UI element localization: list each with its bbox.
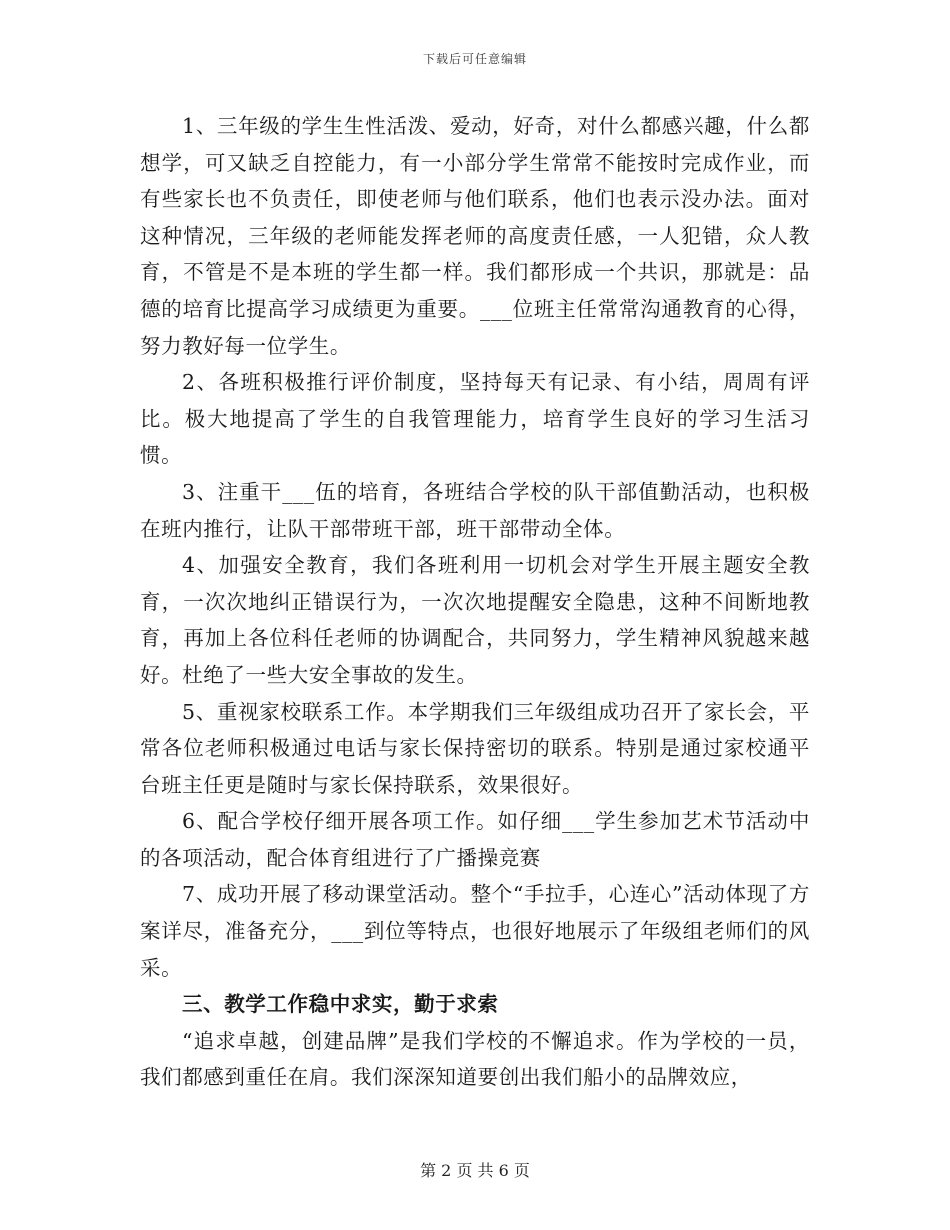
paragraph-6: 6、配合学校仔细开展各项工作。如仔细___学生参加艺术节活动中的各项活动，配合体育组进行了广播操竞赛 [140,809,810,870]
paragraph-3: 3、注重干___伍的培育，各班结合学校的队干部值勤活动，也积极在班内推行，让队干部带班干部，班干部带动全体。 [140,479,810,541]
page-number-footer: 第 2 页 共 6 页 [420,1161,530,1180]
paragraph-7: 7、成功开展了移动课堂活动。整个“手拉手，心连心”活动体现了方案详尽，准备充分，___到位等特点，也很好地展示了年级组老师们的风采。 [140,882,810,980]
paragraph-5: 5、重视家校联系工作。本学期我们三年级组成功召开了家长会，平常各位老师积极通过电话与家长保持密切的联系。特别是通过家校通平台班主任更是随时与家长保持联系，效果很好。 [140,699,810,797]
closing-paragraph: “追求卓越，创建品牌”是我们学校的不懈追求。作为学校的一员，我们都感到重任在肩。我们深深知道要创出我们船小的品牌效应， [140,1028,810,1090]
paragraph-4: 4、加强安全教育，我们各班利用一切机会对学生开展主题安全教育，一次次地纠正错误行为，一次次地提醒安全隐患，这种不间断地教育，再加上各位科任老师的协调配合，共同努力，学生精神风貌越来越好。杜绝了一些大安全事故的发生。 [140,553,810,687]
page-header-note: 下载后可任意编辑 [422,52,527,66]
section-heading: 三、教学工作稳中求实，勤于求索 [182,992,499,1017]
paragraph-1: 1、三年级的学生生性活泼、爱动，好奇，对什么都感兴趣，什么都想学，可又缺乏自控能力，有一小部分学生常常不能按时完成作业，而有些家长也不负责任，即使老师与他们联系，他们也表示没办法。面对这种情况，三年级的老师能发挥老师的高度责任感，一人犯错，众人教育，不管是不是本班的学生都一样。我们都形成一个共识，那就是：品德的培育比提高学习成绩更为重要。___位班主任常常沟通教育的心得，努力教好每一位学生。 [140,114,810,358]
document-body [140,108,810,1096]
paragraph-2: 2、各班积极推行评价制度，坚持每天有记录、有小结，周周有评比。极大地提高了学生的自我管理能力，培育学生良好的学习生活习惯。 [140,370,810,468]
